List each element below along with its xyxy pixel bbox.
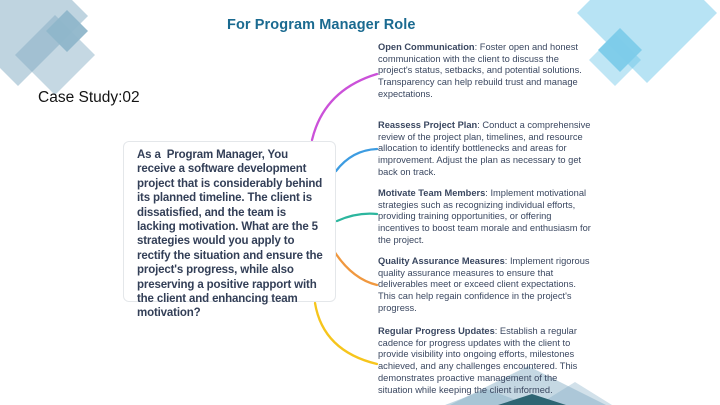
- strategy-item-progress-updates: [378, 326, 594, 396]
- strategy-title: Regular Progress Updates: [378, 326, 495, 336]
- strategy-description: : Conduct a comprehensive review of the project plan, timelines, and resource allocation to identify bottlenecks and areas for improvement. Adjust the plan as necessary to get back on track.: [378, 120, 591, 177]
- question-card: [123, 141, 336, 320]
- question-text: As a Program Manager, You receive a software development project that is considerably behind its planned timeline. The client is dissatisfied, and the team is lacking motivation. What are the 5 strategies would you apply to rectify the situation and ensure the project's progress, while also preserving a positive rapport with the client and enhancing team motivation?: [137, 149, 326, 320]
- strategy-item-motivate-team-members: [378, 188, 594, 247]
- strategy-title: Reassess Project Plan: [378, 120, 478, 130]
- strategy-item-reassess-project-plan: [378, 120, 594, 179]
- case-study-label: Case Study:02: [38, 89, 140, 106]
- connector-line-open-communication: [312, 74, 377, 140]
- strategy-title: Quality Assurance Measures: [378, 256, 505, 266]
- connector-line-reassess-project-plan: [336, 149, 377, 171]
- connector-line-progress-updates: [315, 303, 377, 364]
- strategy-title: Open Communication: [378, 42, 475, 52]
- page-title: For Program Manager Role: [227, 17, 416, 33]
- connector-line-motivate-team-members: [337, 214, 377, 221]
- strategy-item-quality-assurance: [378, 256, 594, 315]
- strategy-description: : Implement motivational strategies such as recognizing individual efforts, providing training opportunities, or offering incentives to boost team morale and enthusiasm for the project.: [378, 188, 591, 245]
- strategy-title: Motivate Team Members: [378, 188, 486, 198]
- strategy-item-open-communication: [378, 42, 594, 101]
- strategy-description: : Implement rigorous quality assurance measures to ensure that deliverables meet or exceed client expectations. This can help regain confidence in the project's progress.: [378, 256, 590, 313]
- strategy-description: : Foster open and honest communication with the client to discuss the project's status, setbacks, and potential solutions. Transparency can help rebuild trust and manage expectations.: [378, 42, 582, 99]
- connector-line-quality-assurance: [334, 251, 377, 285]
- strategy-description: : Establish a regular cadence for progress updates with the client to provide visibility into ongoing efforts, milestones achieved, and any challenges encountered. This demonstrates proactive management of the situation while keeping the client informed.: [378, 326, 578, 395]
